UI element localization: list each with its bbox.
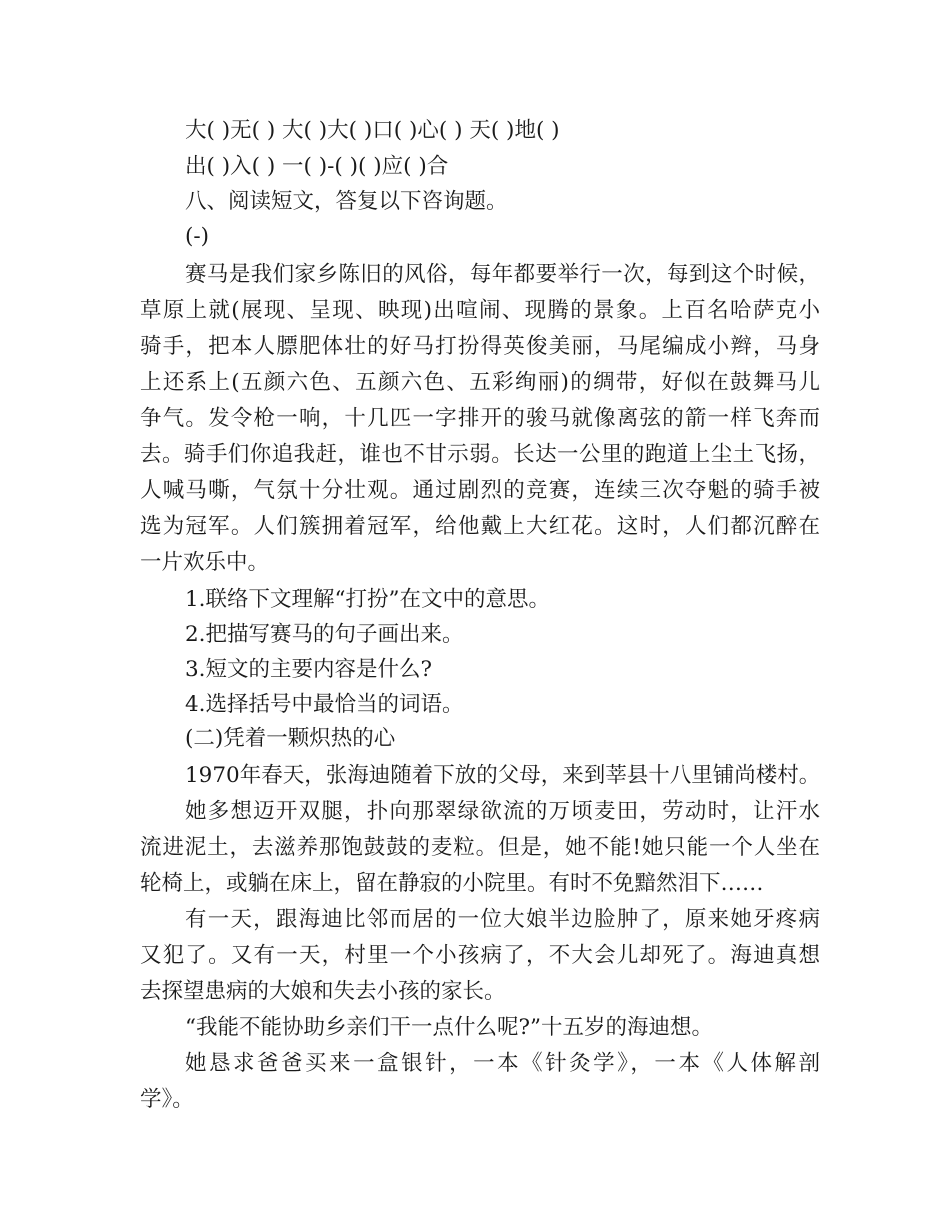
paragraph-line: 上还系上(五颜六色、五颜六色、五彩绚丽)的绸带，好似在鼓舞马儿 [140, 370, 820, 395]
paragraph-line: 骑手，把本人膘肥体壮的好马打扮得英俊美丽，马尾编成小辫，马身 [140, 334, 820, 359]
paragraph-line: 轮椅上，或躺在床上，留在静寂的小院里。有时不免黯然泪下…… [140, 871, 764, 896]
paragraph-line: 流进泥土，去滋养那饱鼓鼓的麦粒。但是，她不能!她只能一个人坐在 [140, 835, 820, 860]
part-1-label: (-) [185, 224, 210, 249]
paragraph-line: 她恳求爸爸买来一盒银针，一本《针灸学》，一本《人体解剖 [185, 1051, 820, 1076]
paragraph-line: 又犯了。又有一天，村里一个小孩病了，不大会儿却死了。海迪真想 [140, 943, 820, 968]
part-2-title: (二)凭着一颗炽热的心 [185, 726, 396, 751]
idiom-row-2: 出( )入( ) 一( )-( )( )应( )合 [185, 154, 449, 179]
paragraph-line: 人喊马嘶，气氛十分壮观。通过剧烈的竞赛，连续三次夺魁的骑手被 [140, 478, 820, 503]
paragraph-line: 草原上就(展现、呈现、映现)出喧闹、现腾的景象。上百名哈萨克小 [140, 298, 820, 323]
paragraph-line: 选为冠军。人们簇拥着冠军，给他戴上大红花。这时，人们都沉醉在 [140, 514, 820, 539]
paragraph-line: 去。骑手们你追我赶，谁也不甘示弱。长达一公里的跑道上尘土飞扬， [140, 442, 820, 467]
paragraph-line: 赛马是我们家乡陈旧的风俗，每年都要举行一次，每到这个时候， [185, 262, 820, 287]
paragraph-line: 1970年春天，张海迪随着下放的父母，来到莘县十八里铺尚楼村。 [185, 763, 820, 788]
idiom-row-1: 大( )无( ) 大( )大( )口( )心( ) 天( )地( ) [185, 118, 560, 143]
paragraph-line: 她多想迈开双腿，扑向那翠绿欲流的万顷麦田，劳动时，让汗水 [185, 799, 820, 824]
paragraph-line: 一片欢乐中。 [140, 550, 270, 575]
section-heading: 八、阅读短文，答复以下咨询题。 [185, 189, 508, 214]
question-1: 1.联络下文理解“打扮”在文中的意思。 [185, 587, 550, 612]
paragraph-line: “我能不能协助乡亲们干一点什么呢?”十五岁的海迪想。 [185, 1015, 714, 1040]
question-3: 3.短文的主要内容是什么? [185, 657, 433, 682]
question-2: 2.把描写赛马的句子画出来。 [185, 622, 464, 647]
question-4: 4.选择括号中最恰当的词语。 [185, 692, 464, 717]
paragraph-line: 争气。发令枪一响，十几匹一字排开的骏马就像离弦的箭一样飞奔而 [140, 406, 820, 431]
paragraph-line: 有一天，跟海迪比邻而居的一位大娘半边脸肿了，原来她牙疼病 [185, 907, 820, 932]
paragraph-line: 去探望患病的大娘和失去小孩的家长。 [140, 979, 506, 1004]
paragraph-line: 学》。 [140, 1087, 194, 1112]
